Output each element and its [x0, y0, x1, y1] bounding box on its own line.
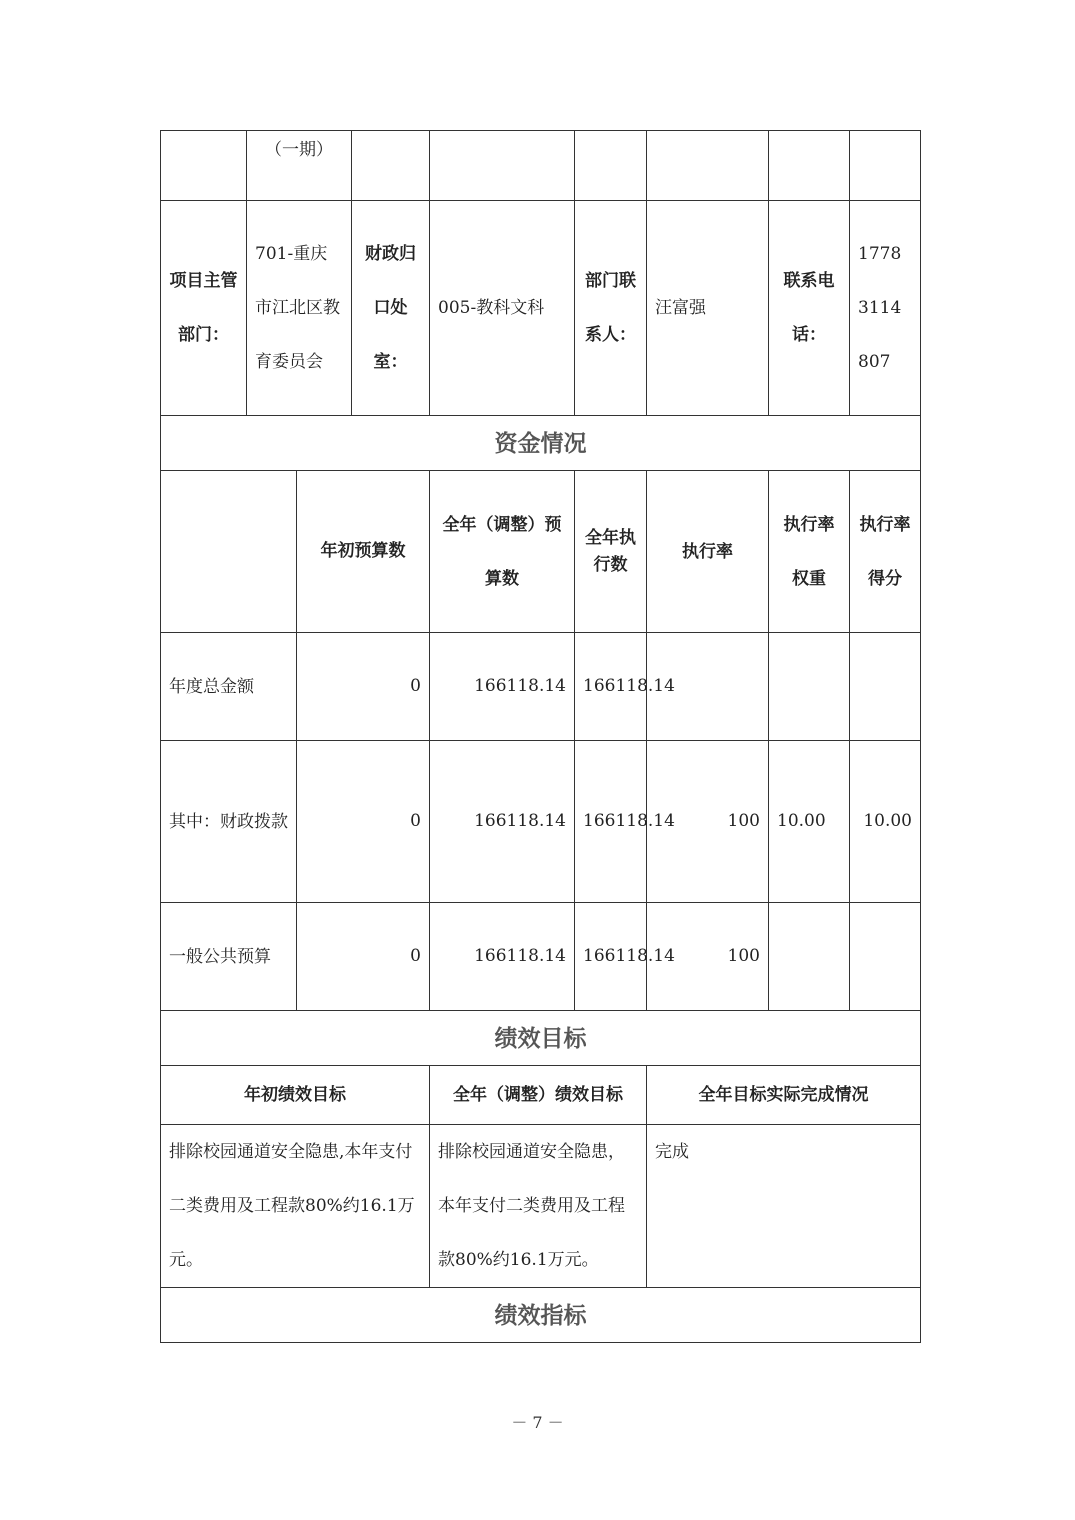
goals-section-title: 绩效目标: [161, 1011, 921, 1066]
funds-row-weight: 10.00: [769, 741, 850, 903]
indicators-section-title: 绩效指标: [161, 1288, 921, 1343]
indicators-section-row: [161, 1288, 921, 1343]
funds-row-label: 一般公共预算: [161, 903, 297, 1011]
finance-value: 005-教科文科: [430, 201, 575, 416]
phone-value: 17783114807: [850, 201, 921, 416]
goals-header-row: [161, 1066, 921, 1125]
funds-row-weight: [769, 633, 850, 741]
funds-row-initial: 0: [297, 741, 430, 903]
funds-row-label: 其中：财政拨款: [161, 741, 297, 903]
funds-row-adjusted: 166118.14: [430, 903, 575, 1011]
funds-row-executed: 166118.14: [575, 633, 647, 741]
funds-row-weight: [769, 903, 850, 1011]
finance-label: 财政归口处室：: [352, 201, 430, 416]
funds-row-executed: 166118.14: [575, 903, 647, 1011]
funds-row-rate: 100: [647, 903, 769, 1011]
funds-row-executed: 166118.14: [575, 741, 647, 903]
info-row: [161, 201, 921, 416]
goals-actual-text: 完成: [647, 1125, 921, 1288]
funds-row: [161, 741, 921, 903]
funds-row-initial: 0: [297, 903, 430, 1011]
funds-row: [161, 633, 921, 741]
goals-header-initial: 年初绩效目标: [161, 1066, 430, 1125]
dept-value: 701-重庆市江北区教育委员会: [247, 201, 352, 416]
dept-label: 项目主管部门：: [161, 201, 247, 416]
goals-row: [161, 1125, 921, 1288]
funds-row-rate: 100: [647, 741, 769, 903]
funds-header-row: [161, 471, 921, 633]
funds-row-adjusted: 166118.14: [430, 741, 575, 903]
funds-row-initial: 0: [297, 633, 430, 741]
funds-section-row: [161, 416, 921, 471]
funds-row-adjusted: 166118.14: [430, 633, 575, 741]
goals-header-adjusted: 全年（调整）绩效目标: [430, 1066, 647, 1125]
performance-table: [160, 130, 921, 1343]
funds-header-score: 执行率得分: [850, 471, 921, 633]
goals-initial-text: 排除校园通道安全隐患,本年支付二类费用及工程款80%约16.1万元。: [161, 1125, 430, 1288]
goals-header-actual: 全年目标实际完成情况: [647, 1066, 921, 1125]
contact-label: 部门联系人：: [575, 201, 647, 416]
contact-value: 汪富强: [647, 201, 769, 416]
goals-adjusted-text: 排除校园通道安全隐患，本年支付二类费用及工程款80%约16.1万元。: [430, 1125, 647, 1288]
phase-label: （一期）: [247, 131, 352, 201]
phone-label: 联系电话：: [769, 201, 850, 416]
funds-header-executed: 全年执行数: [575, 471, 647, 633]
funds-header-weight: 执行率权重: [769, 471, 850, 633]
funds-header-adjusted: 全年（调整）预算数: [430, 471, 575, 633]
goals-section-row: [161, 1011, 921, 1066]
page-number: － 7 －: [511, 1413, 564, 1432]
funds-row-label: 年度总金额: [161, 633, 297, 741]
funds-row: [161, 903, 921, 1011]
funds-row-score: [850, 633, 921, 741]
funds-row-score: 10.00: [850, 741, 921, 903]
funds-row-score: [850, 903, 921, 1011]
funds-section-title: 资金情况: [161, 416, 921, 471]
funds-header-initial: 年初预算数: [297, 471, 430, 633]
phase-row: [161, 131, 921, 201]
funds-header-rate: 执行率: [647, 471, 769, 633]
